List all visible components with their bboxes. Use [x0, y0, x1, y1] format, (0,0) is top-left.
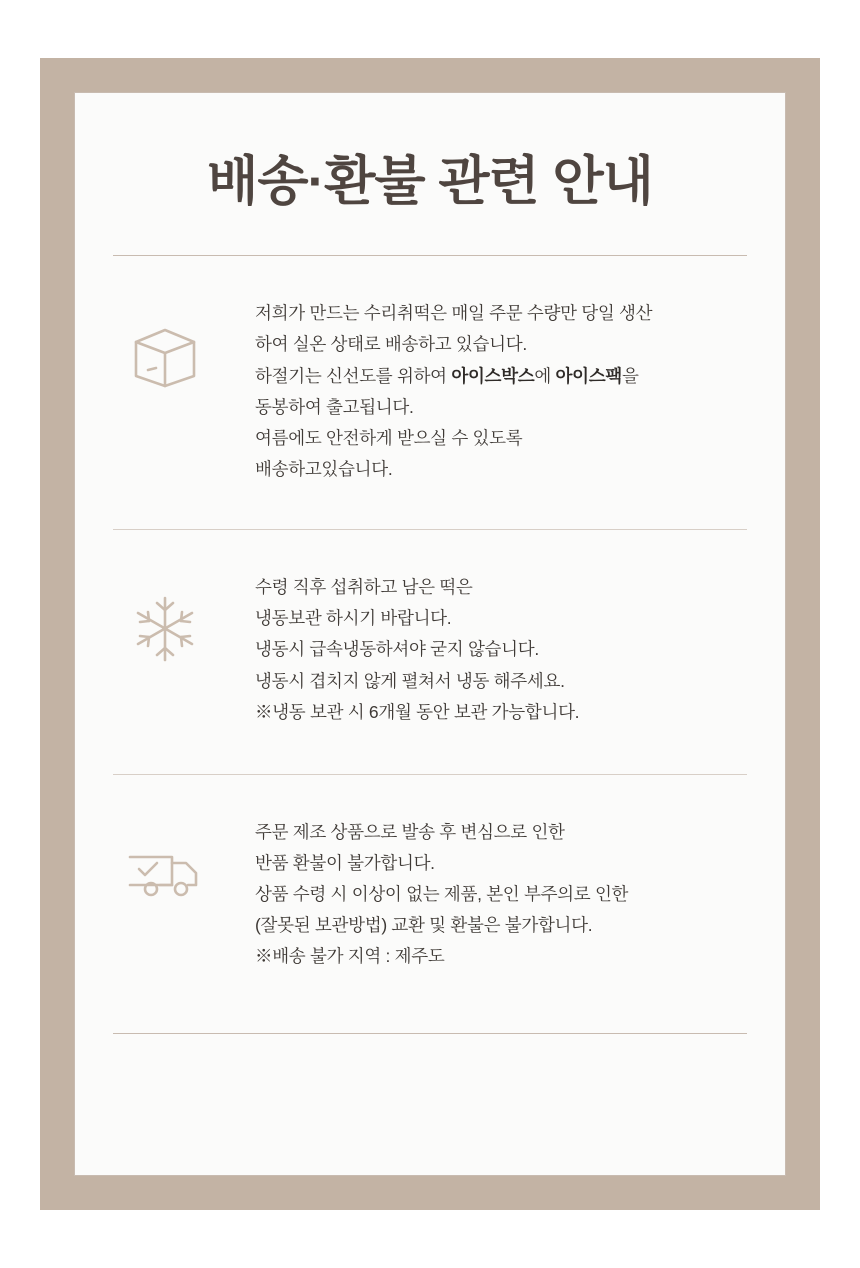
section-shipping: [75, 298, 785, 485]
storage-line-5: ※냉동 보관 시 6개월 동안 보관 가능합니다.: [255, 701, 580, 722]
shipping-line-6: 배송하고있습니다.: [255, 459, 393, 479]
storage-line-3: 냉동시 급속냉동하셔야 굳지 않습니다.: [255, 639, 539, 660]
refund-line-1: 주문 제조 상품으로 발송 후 변심으로 인한: [255, 821, 565, 842]
delivery-truck-icon: [75, 817, 255, 901]
bold-icebox: 아이스박스: [451, 365, 535, 386]
shipping-line-3: 하절기는 신선도를 위하여 아이스박스에 아이스팩을: [255, 365, 639, 386]
section-storage: [75, 572, 785, 728]
notice-card: [74, 92, 786, 1176]
shipping-line-1: 저희가 만드는 수리취떡은 매일 주문 수량만 당일 생산: [255, 303, 653, 324]
divider-after-shipping: [113, 529, 747, 530]
storage-line-4: 냉동시 겹치지 않게 펼쳐서 냉동 해주세요.: [255, 670, 565, 691]
refund-line-3: 상품 수령 시 이상이 없는 제품, 본인 부주의로 인한: [255, 884, 629, 905]
shipping-text: [255, 298, 785, 485]
refund-line-4: (잘못된 보관방법) 교환 및 환불은 불가합니다.: [255, 915, 593, 936]
page-title: 배송·환불 관련 안내: [207, 152, 653, 211]
divider-under-title: [113, 255, 747, 256]
refund-text: [255, 817, 785, 973]
section-refund: [75, 817, 785, 973]
shipping-line-2: 하여 실온 상태로 배송하고 있습니다.: [255, 334, 527, 355]
storage-text: [255, 572, 785, 728]
snowflake-icon: [75, 572, 255, 664]
divider-bottom: [113, 1033, 747, 1034]
refund-line-2: 반품 환불이 불가합니다.: [255, 852, 435, 873]
shipping-line-5: 여름에도 안전하게 받으실 수 있도록: [255, 427, 523, 448]
refund-line-5: ※배송 불가 지역 : 제주도: [255, 946, 445, 967]
storage-line-2: 냉동보관 하시기 바랍니다.: [255, 608, 452, 629]
package-box-icon: [75, 298, 255, 388]
notice-frame: [40, 58, 820, 1210]
storage-line-1: 수령 직후 섭취하고 남은 떡은: [255, 577, 473, 598]
divider-after-storage: [113, 774, 747, 775]
shipping-line-4: 동봉하여 출고됩니다.: [255, 396, 414, 417]
bold-icepack: 아이스팩: [555, 365, 622, 386]
